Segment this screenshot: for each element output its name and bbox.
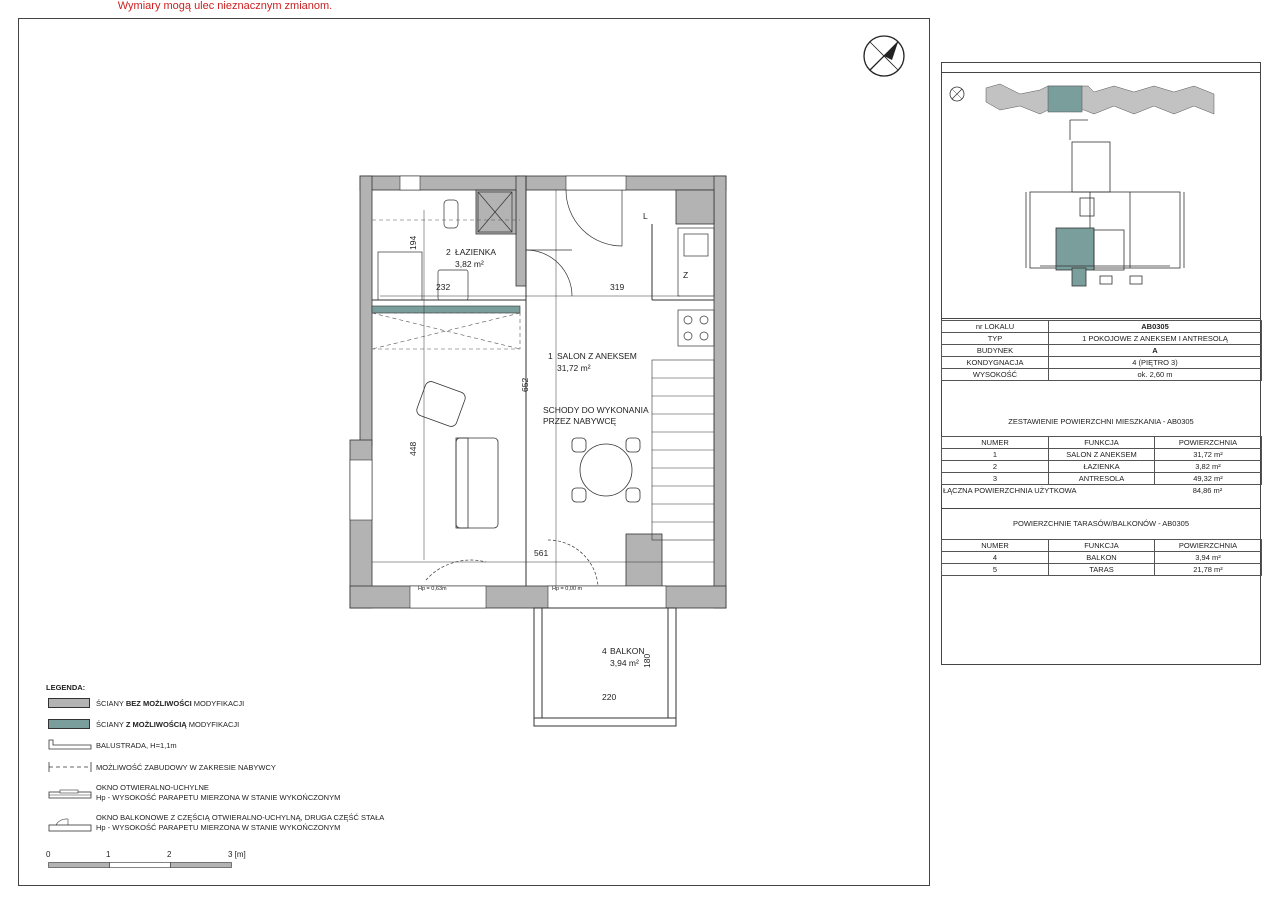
- section-rule: [941, 508, 1261, 509]
- balustrade-icon: [48, 739, 92, 751]
- area-number: 2: [942, 461, 1049, 473]
- legend-title: LEGENDA:: [46, 683, 86, 692]
- appliance-letter-z: Z: [683, 270, 689, 280]
- fixed-wall-swatch: [48, 698, 90, 708]
- balcony-areas-table: [941, 539, 1262, 576]
- dimension-180: 180: [642, 653, 652, 668]
- info-label: nr LOKALU: [942, 321, 1049, 333]
- window-sill-height-1: Hp = 0,63m: [418, 586, 447, 592]
- legend-text: OKNO OTWIERALNO-UCHYLNE: [96, 783, 209, 792]
- info-label: BUDYNEK: [942, 345, 1049, 357]
- legend-text: BALUSTRADA, H=1,1m: [96, 741, 177, 750]
- area-number: 1: [942, 449, 1049, 461]
- legend-text: Hp - WYSOKOŚĆ PARAPETU MIERZONA W STANIE WYKOŃCZONYM: [96, 823, 341, 832]
- header-number: NUMER: [942, 437, 1049, 449]
- scale-label-1: 1: [106, 850, 111, 859]
- balcony-window-icon: [48, 817, 92, 833]
- areas-row: [942, 473, 1262, 485]
- dashed-zone-icon: [48, 761, 92, 773]
- header-area: POWIERZCHNIA: [1155, 437, 1262, 449]
- info-row: [942, 333, 1262, 345]
- info-label: WYSOKOŚĆ: [942, 369, 1049, 381]
- area-value: 31,72 m²: [1155, 449, 1262, 461]
- key-plan: [944, 80, 1258, 310]
- room-area-living: 31,72 m²: [557, 363, 591, 373]
- room-area-balcony: 3,94 m²: [610, 658, 639, 668]
- header-number: NUMER: [942, 540, 1049, 552]
- modifiable-wall: [372, 306, 520, 313]
- scale-label-0: 0: [46, 850, 51, 859]
- balcony-areas-title: POWIERZCHNIE TARASÓW/BALKONÓW - AB0305: [1012, 519, 1189, 528]
- dimension-319: 319: [610, 282, 625, 292]
- panel-table-rule: [941, 318, 1261, 319]
- window-icon: [48, 789, 92, 801]
- dimension-561: 561: [534, 548, 549, 558]
- area-value: 3,82 m²: [1155, 461, 1262, 473]
- room-number-living: 1: [548, 351, 553, 361]
- legend-text-bold: BEZ MOŻLIWOŚCI: [125, 699, 192, 708]
- appliance-letter-l: L: [643, 211, 648, 221]
- area-function: BALKON: [1049, 552, 1155, 564]
- balcony-row: [942, 552, 1262, 564]
- info-value: ok. 2,60 m: [1049, 369, 1262, 381]
- building-outline: [986, 84, 1214, 114]
- dimension-220: 220: [602, 692, 617, 702]
- legend-text: MOŻLIWOŚĆ ZABUDOWY W ZAKRESIE NABYWCY: [96, 763, 276, 772]
- stairs-note-line-1: SCHODY DO WYKONANIA: [543, 405, 649, 415]
- info-label: TYP: [942, 333, 1049, 345]
- info-row: [942, 345, 1262, 357]
- dimension-notice: Wymiary mogą ulec nieznacznym zmianom.: [117, 0, 333, 12]
- dimension-194: 194: [408, 235, 418, 250]
- total-area-label: ŁĄCZNA POWIERZCHNIA UŻYTKOWA: [943, 486, 1077, 495]
- legend-text: Hp - WYSOKOŚĆ PARAPETU MIERZONA W STANIE WYKOŃCZONYM: [96, 793, 341, 802]
- area-function: SALON Z ANEKSEM: [1049, 449, 1155, 461]
- area-value: 49,32 m²: [1155, 473, 1262, 485]
- areas-header-row: [942, 437, 1262, 449]
- info-value: 4 (PIĘTRO 3): [1049, 357, 1262, 369]
- scale-bar: [46, 850, 256, 872]
- legend-text: ŚCIANY: [96, 720, 126, 729]
- header-function: FUNKCJA: [1049, 540, 1155, 552]
- area-number: 3: [942, 473, 1049, 485]
- panel-header-rule: [941, 72, 1261, 73]
- dimension-232: 232: [436, 282, 451, 292]
- dimension-652: 652: [520, 377, 530, 392]
- dimension-448: 448: [408, 441, 418, 456]
- stairs-note-line-2: PRZEZ NABYWCĘ: [543, 416, 617, 426]
- outer-walls: [350, 176, 726, 608]
- floor-key-plan: [1026, 120, 1184, 286]
- info-value: AB0305: [1049, 321, 1262, 333]
- legend-text: MODYFIKACJI: [191, 699, 245, 708]
- room-name-bathroom: ŁAZIENKA: [455, 247, 497, 257]
- total-area-value: 84,86 m²: [1192, 486, 1223, 495]
- floor-plan: [340, 170, 740, 730]
- areas-table: [941, 436, 1262, 485]
- header-area: POWIERZCHNIA: [1155, 540, 1262, 552]
- legend-text: ŚCIANY: [96, 699, 126, 708]
- compass-icon: [950, 87, 964, 101]
- area-value: 21,78 m²: [1155, 564, 1262, 576]
- room-name-balcony: BALKON: [610, 646, 645, 656]
- areas-row: [942, 461, 1262, 473]
- legend-text-bold: Z MOŻLIWOŚCIĄ: [125, 720, 187, 729]
- info-value: A: [1049, 345, 1262, 357]
- area-function: TARAS: [1049, 564, 1155, 576]
- legend-text: MODYFIKACJI: [186, 720, 240, 729]
- info-label: KONDYGNACJA: [942, 357, 1049, 369]
- modifiable-wall-swatch: [48, 719, 90, 729]
- room-number-balcony: 4: [602, 646, 607, 656]
- info-row: [942, 321, 1262, 333]
- north-arrow-icon: [861, 33, 907, 79]
- balcony-header-row: [942, 540, 1262, 552]
- window-sill-height-2: Hp = 0,00 m: [552, 586, 583, 592]
- info-value: 1 POKOJOWE Z ANEKSEM I ANTRESOLĄ: [1049, 333, 1262, 345]
- scale-label-2: 2: [167, 850, 172, 859]
- area-number: 4: [942, 552, 1049, 564]
- room-number-bathroom: 2: [446, 247, 451, 257]
- area-function: ANTRESOLA: [1049, 473, 1155, 485]
- scale-label-3: 3 [m]: [228, 850, 246, 859]
- balcony-row: [942, 564, 1262, 576]
- areas-title: ZESTAWIENIE POWIERZCHNI MIESZKANIA - AB0305: [1008, 417, 1194, 426]
- area-function: ŁAZIENKA: [1049, 461, 1155, 473]
- unit-info-table: [941, 320, 1262, 381]
- area-value: 3,94 m²: [1155, 552, 1262, 564]
- total-usable-area-row: [941, 486, 1261, 498]
- room-area-bathroom: 3,82 m²: [455, 259, 484, 269]
- areas-row: [942, 449, 1262, 461]
- header-function: FUNKCJA: [1049, 437, 1155, 449]
- legend-text: OKNO BALKONOWE Z CZĘŚCIĄ OTWIERALNO-UCHYLNĄ, DRUGA CZĘŚĆ STAŁA: [96, 813, 385, 822]
- scale-bar-graphic: [48, 861, 234, 869]
- area-number: 5: [942, 564, 1049, 576]
- info-row: [942, 369, 1262, 381]
- info-row: [942, 357, 1262, 369]
- room-name-living: SALON Z ANEKSEM: [557, 351, 637, 361]
